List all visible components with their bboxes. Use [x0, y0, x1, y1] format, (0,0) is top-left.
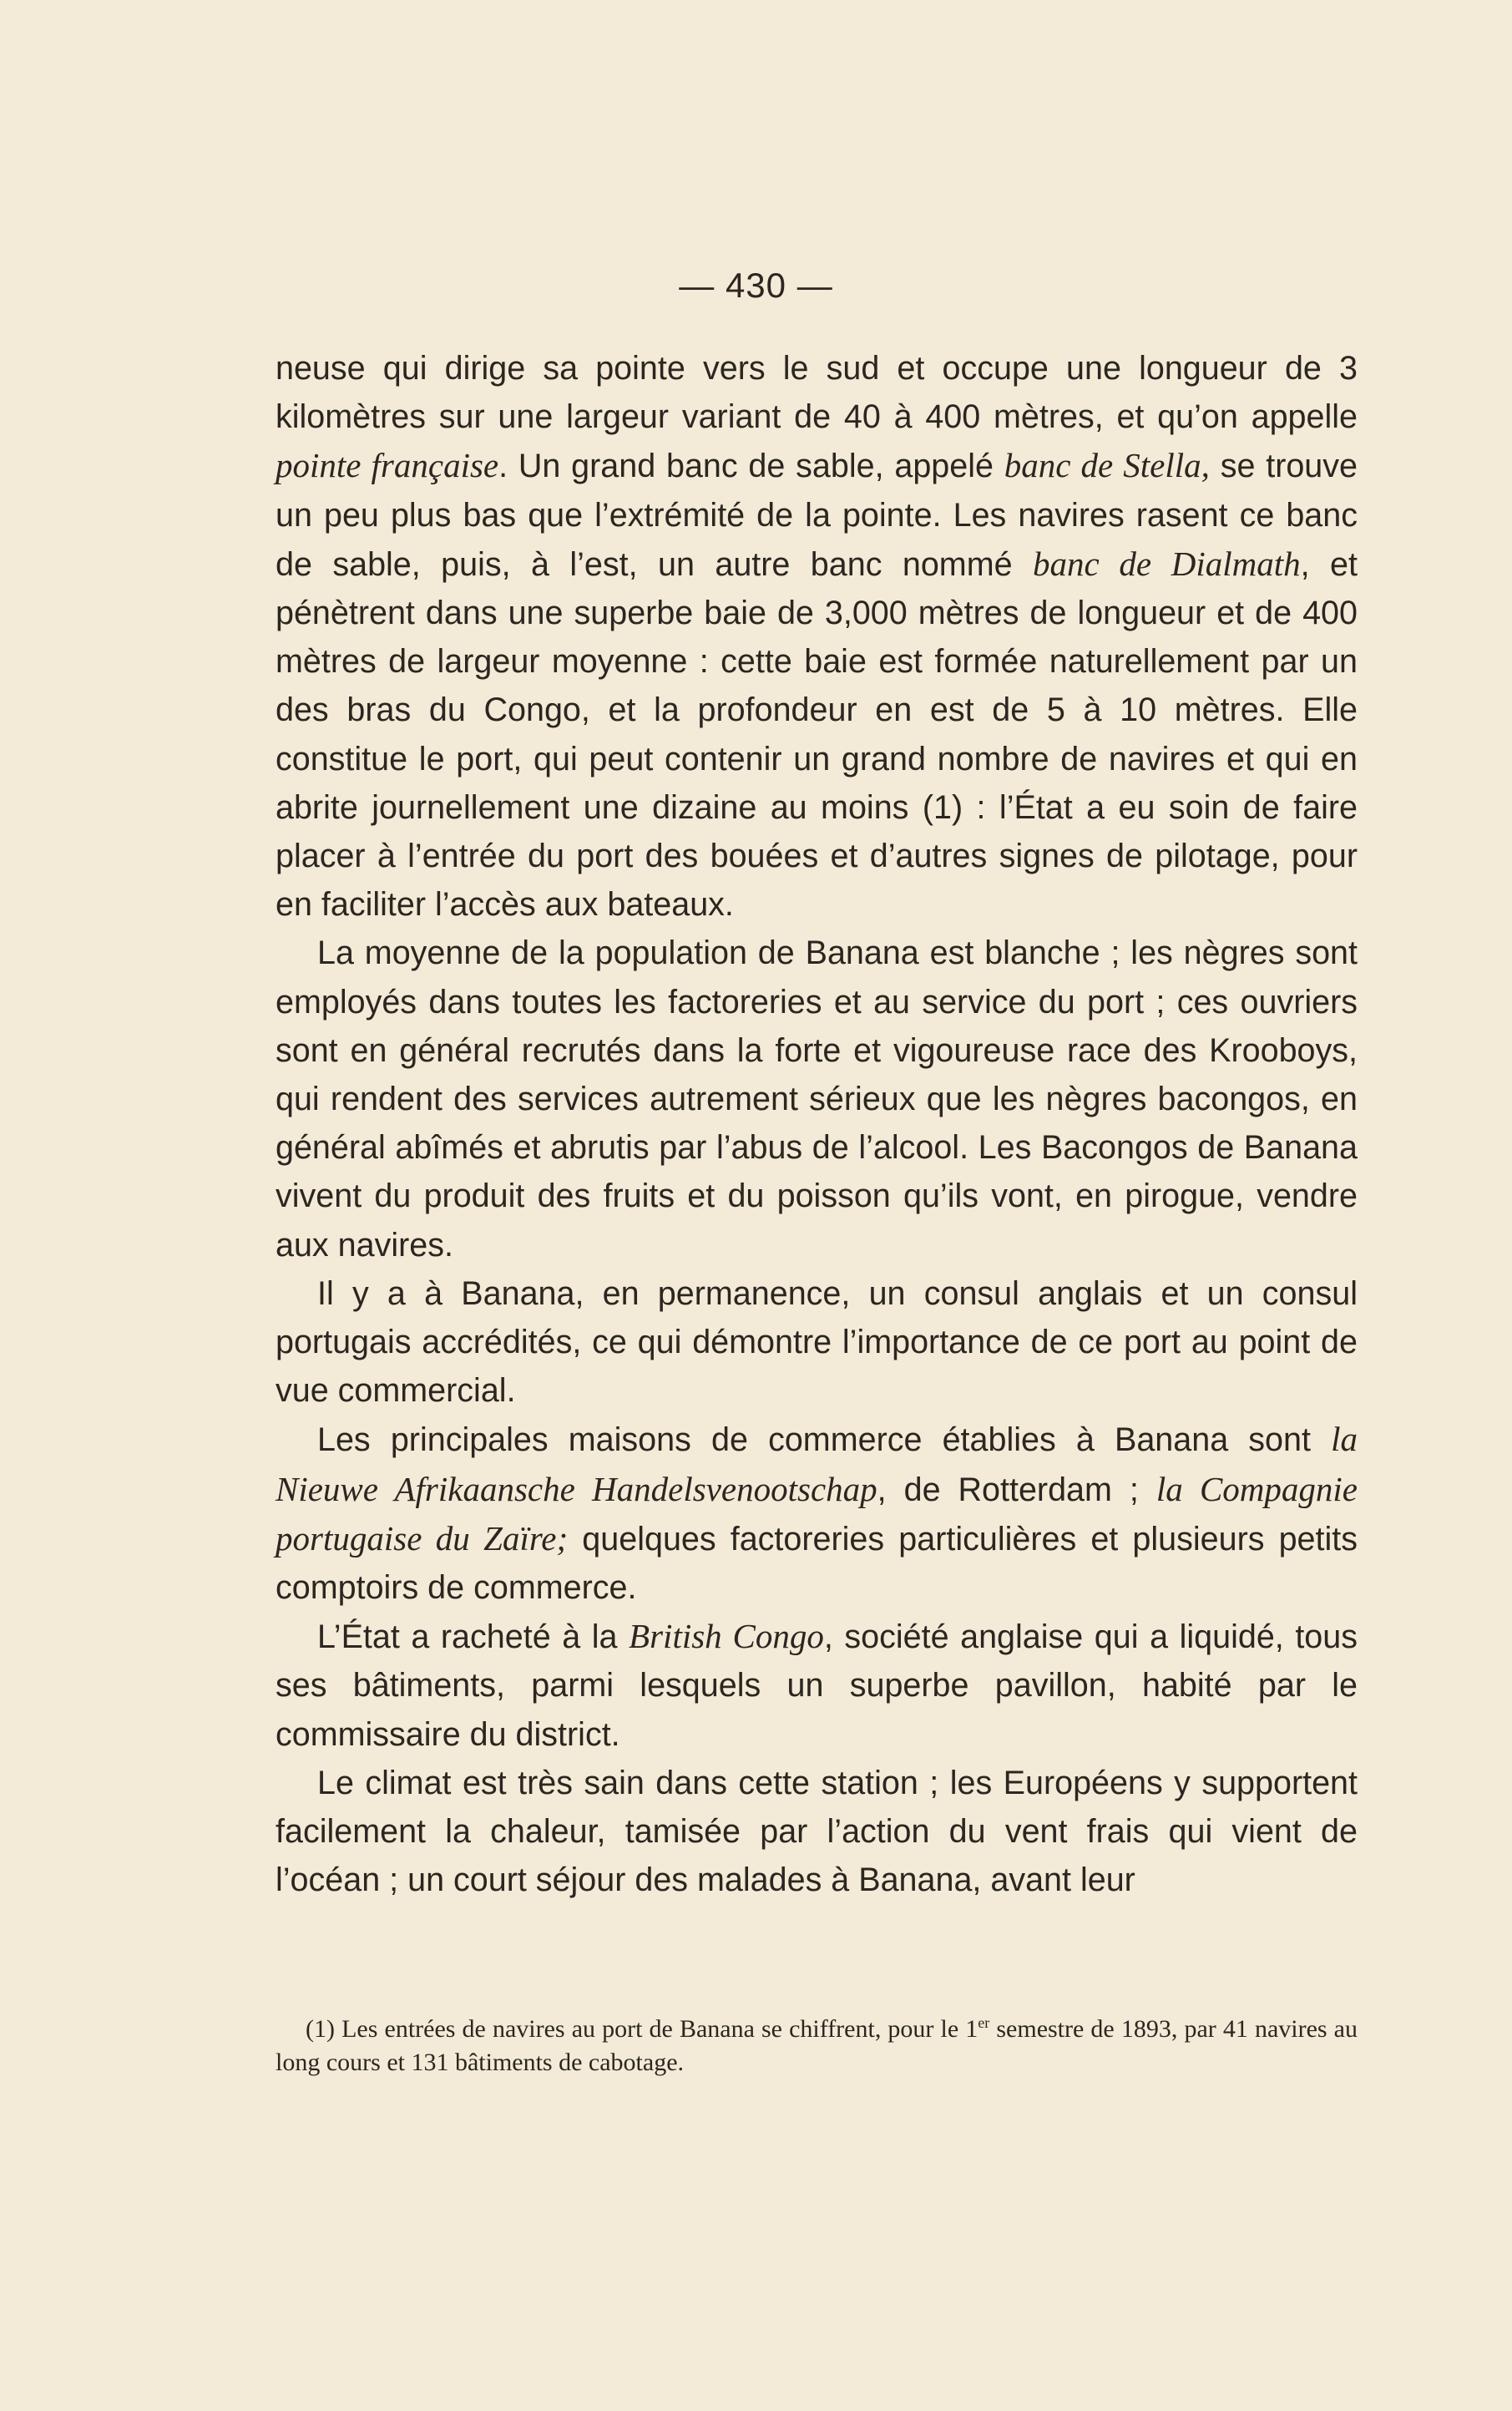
text-run: quelques factoreries particulières et plusieurs petits comptoirs de commerce. — [276, 1520, 1358, 1607]
page-number: — 430 — — [679, 266, 833, 305]
footnote-text-end: semestre de 1893, par 41 navires au long cours et 131 bâtiments de cabotage. — [276, 2015, 1358, 2076]
text-run: . Un grand banc de sable, appelé — [498, 448, 1004, 485]
paragraph-5 — [276, 1612, 1358, 1759]
footnote-superscript: er — [978, 2014, 990, 2031]
footnote-text: (1) Les entrées de navires au port de Banana se chiffrent, pour le 1 — [306, 2015, 979, 2043]
text-run: Le climat est très sain dans cette station ; les Européens y supportent facilement la chaleur, tamisée par l’action du vent frais qui vient de l’océan ; un court séjour des malades à Banana, avant leur — [276, 1764, 1358, 1899]
text-run: neuse qui dirige sa pointe vers le sud et occupe une longueur de 3 kilomètres sur une largeur variant de 40 à 400 mètres, et qu’on appelle — [276, 350, 1358, 436]
paragraph-4 — [276, 1415, 1358, 1612]
text-run: se trouve un peu plus bas que l’extrémité de la pointe. Les navires rasent ce banc de sable, puis, à l’est, un autre banc nommé — [276, 448, 1358, 583]
paragraph-1 — [276, 344, 1358, 929]
text-run: , et pénètrent dans une superbe baie de 3,000 mètres de longueur et de 400 mètres de largeur moyenne : cette baie est formée naturellement par un des bras du Congo, et la profondeur en est de 5 à 10 mètres. Elle constitue le port, qui peut contenir un grand nombre de navires et qui en abrite journellement une dizaine au moins (1) : l’État a eu soin de faire placer à l’entrée du port des bouées et d’autres signes de pilotage, pour en faciliter l’accès aux bateaux. — [276, 545, 1358, 924]
italic-term: banc de Dialmath — [1032, 544, 1301, 583]
text-run: , de Rotterdam ; — [877, 1471, 1156, 1508]
italic-term: la Compagnie portugaise du Zaïre; — [276, 1469, 1358, 1558]
footnote — [276, 2013, 1358, 2079]
italic-term: pointe française — [276, 446, 499, 485]
italic-term: la Nieuwe Afrikaansche Handelsvenootschap — [276, 1420, 1358, 1508]
text-run: L’État a racheté à la — [317, 1618, 630, 1656]
text-run: Les principales maisons de commerce établies à Banana sont — [317, 1421, 1332, 1459]
body-text — [276, 344, 1358, 1905]
paragraph-2 — [276, 929, 1358, 1269]
paragraph-3 — [276, 1269, 1358, 1416]
paragraph-6 — [276, 1759, 1358, 1905]
text-run: La moyenne de la population de Banana est blanche ; les nègres sont employés dans toutes les factoreries et au service du port ; ces ouvriers sont en général recrutés dans la forte et vigoureuse race des Krooboys, qui rendent des services autrement sérieux que les nègres bacongos, en général abîmés et abrutis par l’abus de l’alcool. Les Bacongos de Banana vivent du produit des fruits et du poisson qu’ils vont, en pirogue, vendre aux navires. — [276, 935, 1358, 1264]
italic-term: British Congo — [629, 1617, 824, 1656]
text-run: Il y a à Banana, en permanence, un consul anglais et un consul portugais accrédités, ce qui démontre l’importance de ce port au point de vue commercial. — [276, 1274, 1358, 1410]
italic-term: banc de Stella, — [1004, 446, 1210, 485]
text-run: , société anglaise qui a liquidé, tous ses bâtiments, parmi lesquels un superbe pavillon, habité par le commissaire du district. — [276, 1618, 1358, 1753]
